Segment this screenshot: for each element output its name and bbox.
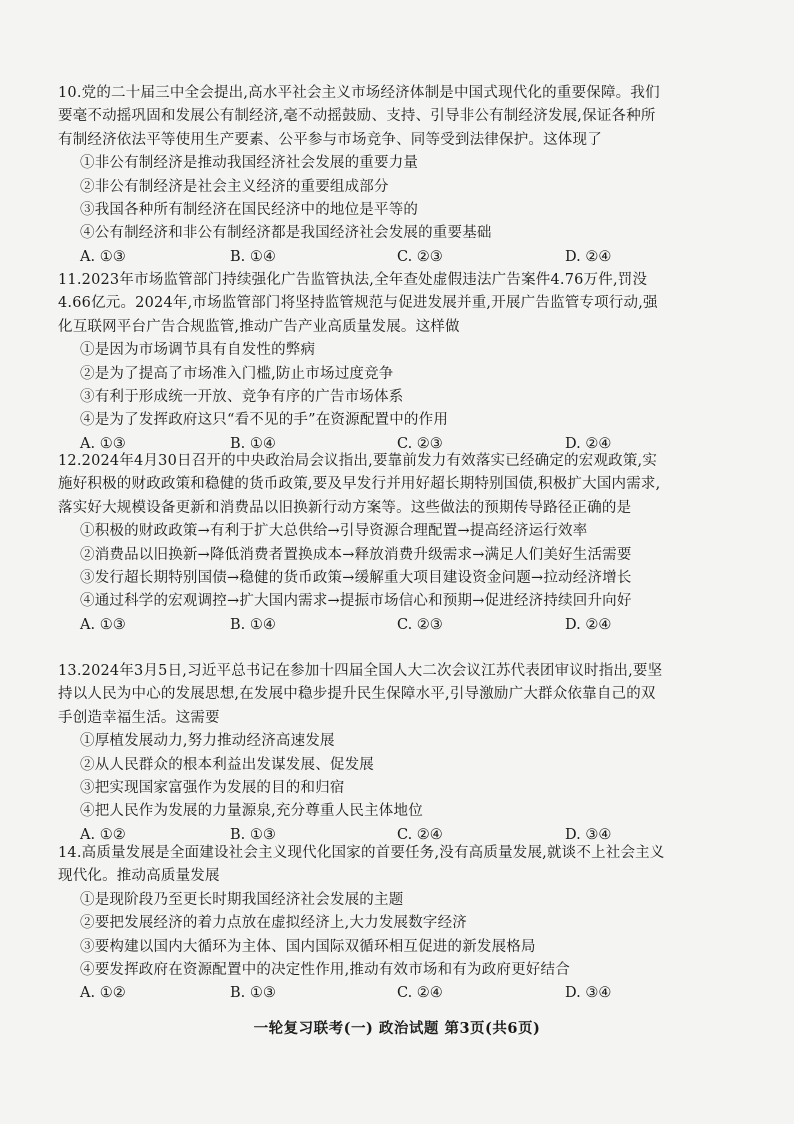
answer-a[interactable]: A. ①② (80, 985, 126, 1002)
answer-d[interactable]: D. ②④ (565, 435, 612, 452)
statement-4: ④通过科学的宏观调控→扩大国内需求→提振市场信心和预期→促进经济持续回升向好 (80, 593, 632, 610)
answer-a[interactable]: A. ①③ (80, 435, 126, 452)
answer-c[interactable]: C. ②④ (397, 826, 443, 843)
question-11 (58, 269, 670, 456)
statement-3: ③要构建以国内大循环为主体、国内国际双循环相互促进的新发展格局 (80, 938, 536, 955)
answer-choices (58, 246, 670, 269)
statement-1: ①是因为市场调节具有自发性的弊病 (80, 342, 316, 359)
statement-2: ②是为了提高了市场准入门槛,防止市场过度竞争 (80, 365, 394, 382)
statement-2: ②要把发展经济的着力点放在虚拟经济上,大力发展数字经济 (80, 915, 468, 932)
answer-a[interactable]: A. ①③ (80, 248, 126, 265)
statement-2: ②从人民群众的根本利益出发谋发展、促发展 (80, 756, 374, 773)
statement-4: ④把人民作为发展的力量源泉,充分尊重人民主体地位 (80, 803, 423, 820)
statement-3: ③有利于形成统一开放、竞争有序的广告市场体系 (80, 389, 404, 406)
question-12 (58, 450, 670, 637)
answer-choices (58, 614, 670, 637)
answer-b[interactable]: B. ①③ (230, 985, 276, 1002)
question-stem: 14.高质量发展是全面建设社会主义现代化国家的首要任务,没有高质量发展,就谈不上社会主义现代化。推动高质量发展 (58, 845, 665, 885)
statement-1: ①是现阶段乃至更长时期我国经济社会发展的主题 (80, 891, 404, 908)
statement-4: ④公有制经济和非公有制经济都是我国经济社会发展的重要基础 (80, 225, 492, 242)
answer-c[interactable]: C. ②④ (397, 985, 443, 1002)
answer-d[interactable]: D. ③④ (565, 985, 612, 1002)
answer-b[interactable]: B. ①④ (230, 248, 276, 265)
statement-2: ②消费品以旧换新→降低消费者置换成本→释放消费升级需求→满足人们美好生活需要 (80, 546, 632, 563)
answer-c[interactable]: C. ②③ (397, 248, 443, 265)
question-10 (58, 82, 670, 269)
question-14 (58, 842, 670, 1006)
question-stem: 13.2024年3月5日,习近平总书记在参加十四届全国人大二次会议江苏代表团审议时指出,要坚持以人民为中心的发展思想,在发展中稳步提升民生保障水平,引导激励广大群众依靠自己的双手创造幸福生活。这需要 (58, 663, 663, 726)
statement-3: ③我国各种所有制经济在国民经济中的地位是平等的 (80, 202, 419, 219)
answer-choices (58, 982, 670, 1005)
statement-1: ①非公有制经济是推动我国经济社会发展的重要力量 (80, 155, 419, 172)
question-stem: 10.党的二十届三中全会提出,高水平社会主义市场经济体制是中国式现代化的重要保障。我们要毫不动摇巩固和发展公有制经济,毫不动摇鼓励、支持、引导非公有制经济发展,保证各种所有制经济依法平等使用生产要素、公平参与市场竞争、同等受到法律保护。这体现了 (58, 85, 660, 148)
page-footer: 一轮复习联考(一) 政治试题 第3页(共6页) (253, 1020, 541, 1037)
statement-3: ③把实现国家富强作为发展的目的和归宿 (80, 780, 345, 797)
statement-2: ②非公有制经济是社会主义经济的重要组成部分 (80, 178, 389, 195)
question-13 (58, 660, 670, 847)
answer-b[interactable]: B. ①④ (230, 435, 276, 452)
answer-b[interactable]: B. ①③ (230, 826, 276, 843)
answer-a[interactable]: A. ①② (80, 826, 126, 843)
answer-d[interactable]: D. ②④ (565, 248, 612, 265)
answer-b[interactable]: B. ①④ (230, 616, 276, 633)
statement-4: ④要发挥政府在资源配置中的决定性作用,推动有效市场和有为政府更好结合 (80, 962, 570, 979)
question-stem: 11.2023年市场监管部门持续强化广告监管执法,全年查处虚假违法广告案件4.76万件,罚没4.66亿元。2024年,市场监管部门将坚持监管规范与促进发展并重,开展广告监管专项行动,强化互联网平台广告合规监管,推动广告产业高质量发展。这样做 (58, 272, 658, 335)
answer-c[interactable]: C. ②③ (397, 435, 443, 452)
answer-c[interactable]: C. ②③ (397, 616, 443, 633)
statement-3: ③发行超长期特别国债→稳健的货币政策→缓解重大项目建设资金问题→拉动经济增长 (80, 570, 632, 587)
answer-a[interactable]: A. ①③ (80, 616, 126, 633)
statement-1: ①积极的财政政策→有利于扩大总供给→引导资源合理配置→提高经济运行效率 (80, 523, 588, 540)
statement-4: ④是为了发挥政府这只“看不见的手”在资源配置中的作用 (80, 412, 449, 429)
answer-d[interactable]: D. ③④ (565, 826, 612, 843)
question-stem: 12.2024年4月30日召开的中央政治局会议指出,要靠前发力有效落实已经确定的宏观政策,实施好积极的财政政策和稳健的货币政策,要及早发行并用好超长期特别国债,积极扩大国内需求,落实好大规模设备更新和消费品以旧换新行动方案等。这些做法的预期传导路径正确的是 (58, 453, 661, 516)
statement-1: ①厚植发展动力,努力推动经济高速发展 (80, 733, 335, 750)
answer-d[interactable]: D. ②④ (565, 616, 612, 633)
